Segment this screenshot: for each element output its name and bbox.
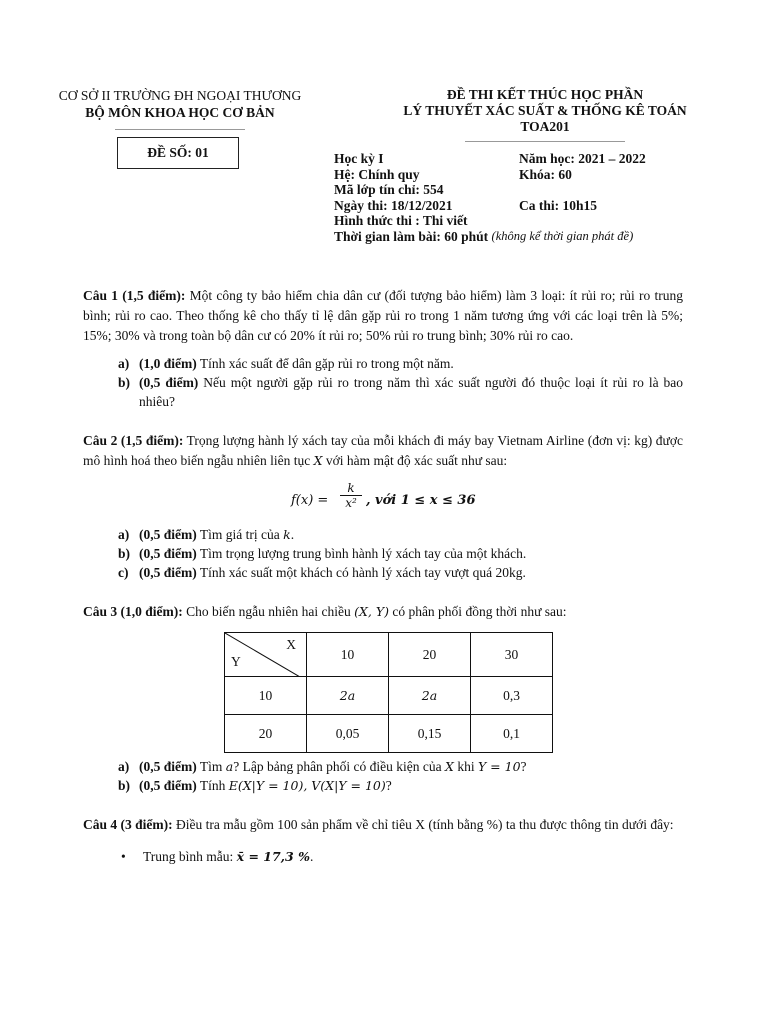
academic-year: Năm học: 2021 – 2022: [519, 151, 646, 166]
q2-label: Câu 2 (1,5 điểm):: [83, 433, 184, 448]
question-3: Câu 3 (1,0 điểm): Cho biến ngẫu nhiên hai chiều (X, Y) có phân phối đồng thời như sau: X Y 10 20 30 10 2a 2a 0,3 20 0,05 0,15 0,1 a) (0,5 điểm) Tìm a? Lập bảng phân phối có điều kiện của X khi Y = 10? b) (0,5 điểm) Tính E(X|Y = 10), V(X|Y = 10)?: [83, 602, 683, 795]
exam-code-box: ĐỀ SỐ: 01: [117, 137, 239, 169]
exam-meta: [334, 151, 734, 244]
title-divider: [465, 141, 625, 142]
exam-form: Hình thức thi : Thi viết: [334, 213, 468, 228]
course-cohort: Khóa: 60: [519, 166, 572, 182]
q3-part-b: b) (0,5 điểm) Tính E(X|Y = 10), V(X|Y = 10)?: [118, 778, 392, 793]
table-row: [225, 715, 553, 753]
q1-text: Một công ty bảo hiểm chia dân cư (đối tượng bảo hiểm) làm 3 loại: ít rủi ro; rủi ro trung bình; rủi ro cao. Theo thống kê cho thấy tỉ lệ dân gặp rủi ro trong 1 năm tương ứng với các loại trên là 5%; 15%; 30% và trong toàn bộ dân cư có 20% ít rủi ro; 50% rủi ro trung bình; 30% rủi ro cao.: [83, 288, 684, 343]
q2-part-a: a) (0,5 điểm) Tìm giá trị của k.: [118, 527, 295, 542]
q4-bullet-item: • Trung bình mẫu: x̄ = 17,3 %.: [83, 847, 683, 867]
table-row: [225, 677, 553, 715]
table-row-header: 10: [225, 677, 307, 715]
class-code: Mã lớp tín chỉ: 554: [334, 182, 444, 197]
question-4: Câu 4 (3 điểm): Điều tra mẫu gồm 100 sản phẩm về chỉ tiêu X (tính bằng %) ta thu được thông tin dưới đây: • Trung bình mẫu: x̄ = 17,3 %.: [83, 815, 683, 867]
table-cell: 0,3: [471, 677, 553, 715]
semester: Học kỳ I: [334, 151, 384, 166]
bullet-dot-icon: •: [121, 849, 126, 864]
q4-label: Câu 4 (3 điểm):: [83, 817, 173, 832]
q1-parts: [83, 354, 683, 411]
exam-shift: Ca thi: 10h15: [519, 197, 598, 213]
q2-parts: [83, 525, 683, 582]
question-1: [83, 286, 683, 411]
department-name: BỘ MÔN KHOA HỌC CƠ BẢN: [85, 105, 275, 120]
formula-fraction: $\frac{k}{\text{x²}}$: [340, 481, 362, 510]
exam-questions: [83, 286, 683, 867]
table-col-header: 10: [307, 633, 389, 677]
subject-name: LÝ THUYẾT XÁC SUẤT & THỐNG KÊ TOÁN: [403, 103, 687, 118]
table-col-header: 20: [389, 633, 471, 677]
table-cell: 0,1: [471, 715, 553, 753]
exam-date: Ngày thi: 18/12/2021: [334, 197, 453, 213]
table-col-header: 30: [471, 633, 553, 677]
school-name: CƠ SỞ II TRƯỜNG ĐH NGOẠI THƯƠNG: [58, 88, 302, 103]
exam-title: ĐỀ THI KẾT THÚC HỌC PHẦN: [446, 87, 644, 102]
density-formula: f(x) = $\frac{k}{\text{x²}}$ , với 1 ≤ x ≤ 36: [291, 481, 476, 510]
subject-code: TOA201: [520, 119, 570, 134]
school-header: [40, 87, 320, 130]
program-type: Hệ: Chính quy: [334, 166, 420, 182]
joint-distribution-table: [224, 632, 553, 753]
table-header-row: [225, 633, 553, 677]
q1-part-a: a) (1,0 điểm) Tính xác suất để dân gặp rủi ro trong một năm.: [118, 356, 454, 371]
q1-label: Câu 1 (1,5 điểm):: [83, 288, 186, 303]
exam-title-header: [360, 87, 730, 142]
q1-part-b: b) (0,5 điểm) Nếu một người gặp rủi ro trong năm thì xác suất người đó thuộc loại ít rủi ro là bao nhiêu?: [118, 375, 683, 409]
q2-part-b: b) (0,5 điểm) Tìm trọng lượng trung bình hành lý xách tay của một khách.: [118, 546, 527, 561]
exam-duration: Thời gian làm bài: 60 phút: [334, 228, 489, 244]
q3-part-a: a) (0,5 điểm) Tìm a? Lập bảng phân phối có điều kiện của X khi Y = 10?: [118, 759, 527, 774]
table-cell: 2a: [389, 677, 471, 715]
question-2: Câu 2 (1,5 điểm): Trọng lượng hành lý xách tay của mỗi khách đi máy bay Vietnam Airline (đơn vị: kg) được mô hình hoá theo biến ngẫu nhiên liên tục X với hàm mật độ xác suất như sau: f(x) = $\frac{k}{\text{x²}}$ , với 1 ≤ x ≤ 36 a) (0,5 điểm) Tìm giá trị của k. b) (0,5 điểm) Tìm trọng lượng trung bình hành lý xách tay của một khách. c) (0,5 điểm) Tính xác suất một khách có hành lý xách tay vượt quá 20kg.: [83, 433, 683, 580]
duration-note: (không kể thời gian phát đề): [491, 228, 634, 243]
table-cell: 2a: [307, 677, 389, 715]
header-divider: [115, 129, 245, 130]
q3-label: Câu 3 (1,0 điểm):: [83, 604, 183, 619]
q2-part-c: c) (0,5 điểm) Tính xác suất một khách có hành lý xách tay vượt quá 20kg.: [118, 565, 526, 580]
table-cell: 0,15: [389, 715, 471, 753]
table-cell: 0,05: [307, 715, 389, 753]
table-row-header: 20: [225, 715, 307, 753]
table-corner-cell: X Y: [225, 633, 307, 677]
q3-parts: [83, 757, 683, 795]
